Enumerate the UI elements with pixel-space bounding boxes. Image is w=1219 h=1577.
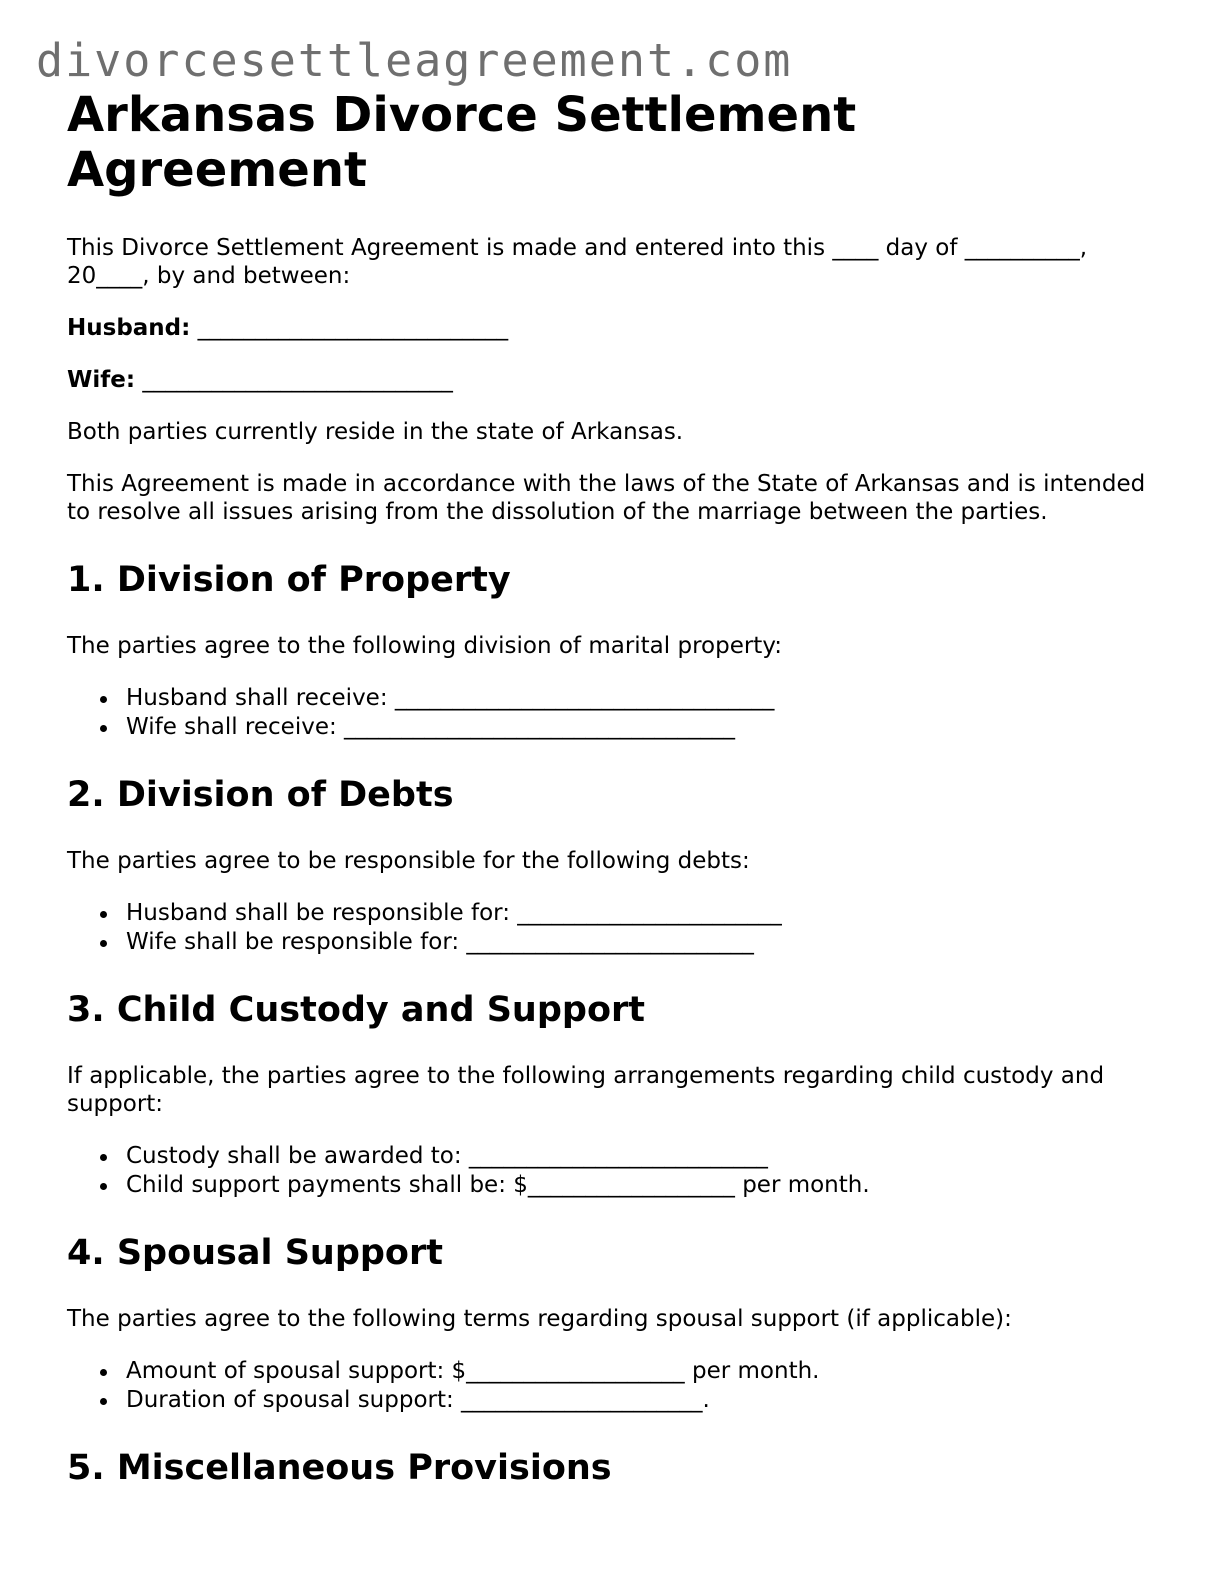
- watermark: divorcesettleagreement.com: [36, 34, 793, 87]
- bullet-icon: [100, 1398, 107, 1405]
- section-heading-misc: 5. Miscellaneous Provisions: [67, 1448, 612, 1488]
- bullet-icon: [100, 696, 107, 703]
- custody-list: [67, 1142, 1157, 1199]
- bullet-icon: [100, 1183, 107, 1190]
- list-item: Amount of spousal support: $___________________ per month.: [67, 1357, 1157, 1386]
- section-heading-custody: 3. Child Custody and Support: [67, 990, 645, 1030]
- list-item: Child support payments shall be: $__________________ per month.: [67, 1171, 1157, 1200]
- document-title: Arkansas Divorce Settlement Agreement: [67, 87, 857, 198]
- wife-label: Wife:: [67, 367, 136, 393]
- property-list: [67, 684, 1157, 741]
- section-text-property: The parties agree to the following division of marital property:: [67, 633, 783, 659]
- wife-blank: ___________________________: [142, 367, 453, 393]
- bullet-icon: [100, 911, 107, 918]
- section-text-debts: The parties agree to be responsible for the following debts:: [67, 848, 750, 874]
- intro-paragraph: This Divorce Settlement Agreement is made and entered into this ____ day of __________, 20____, by and between:: [67, 235, 1088, 289]
- document: [67, 88, 1157, 1520]
- law-paragraph: This Agreement is made in accordance with the laws of the State of Arkansas and is intended to resolve all issues arising from the dissolution of the marriage between the parties.: [67, 471, 1146, 525]
- list-item: Husband shall be responsible for: _______________________: [67, 899, 1157, 928]
- section-heading-spousal: 4. Spousal Support: [67, 1233, 443, 1273]
- spousal-list: [67, 1357, 1157, 1414]
- husband-blank: ___________________________: [197, 315, 509, 341]
- bullet-icon: [100, 940, 107, 947]
- husband-label: Husband:: [67, 315, 191, 341]
- section-text-spousal: The parties agree to the following terms regarding spousal support (if applicable):: [67, 1306, 1012, 1332]
- bullet-icon: [100, 1154, 107, 1161]
- bullet-icon: [100, 725, 107, 732]
- list-item: Duration of spousal support: _____________________.: [67, 1386, 1157, 1415]
- section-heading-property: 1. Division of Property: [67, 560, 511, 600]
- list-item: Husband shall receive: _________________________________: [67, 684, 1157, 713]
- bullet-icon: [100, 1369, 107, 1376]
- husband-field: [67, 314, 1157, 342]
- debts-list: [67, 899, 1157, 956]
- section-heading-debts: 2. Division of Debts: [67, 775, 454, 815]
- wife-field: [67, 366, 1157, 394]
- list-item: Wife shall be responsible for: _________________________: [67, 928, 1157, 957]
- section-text-custody: If applicable, the parties agree to the following arrangements regarding child custody and support:: [67, 1063, 1105, 1117]
- residence-paragraph: Both parties currently reside in the state of Arkansas.: [67, 419, 684, 445]
- list-item: Wife shall receive: __________________________________: [67, 713, 1157, 742]
- list-item: Custody shall be awarded to: __________________________: [67, 1142, 1157, 1171]
